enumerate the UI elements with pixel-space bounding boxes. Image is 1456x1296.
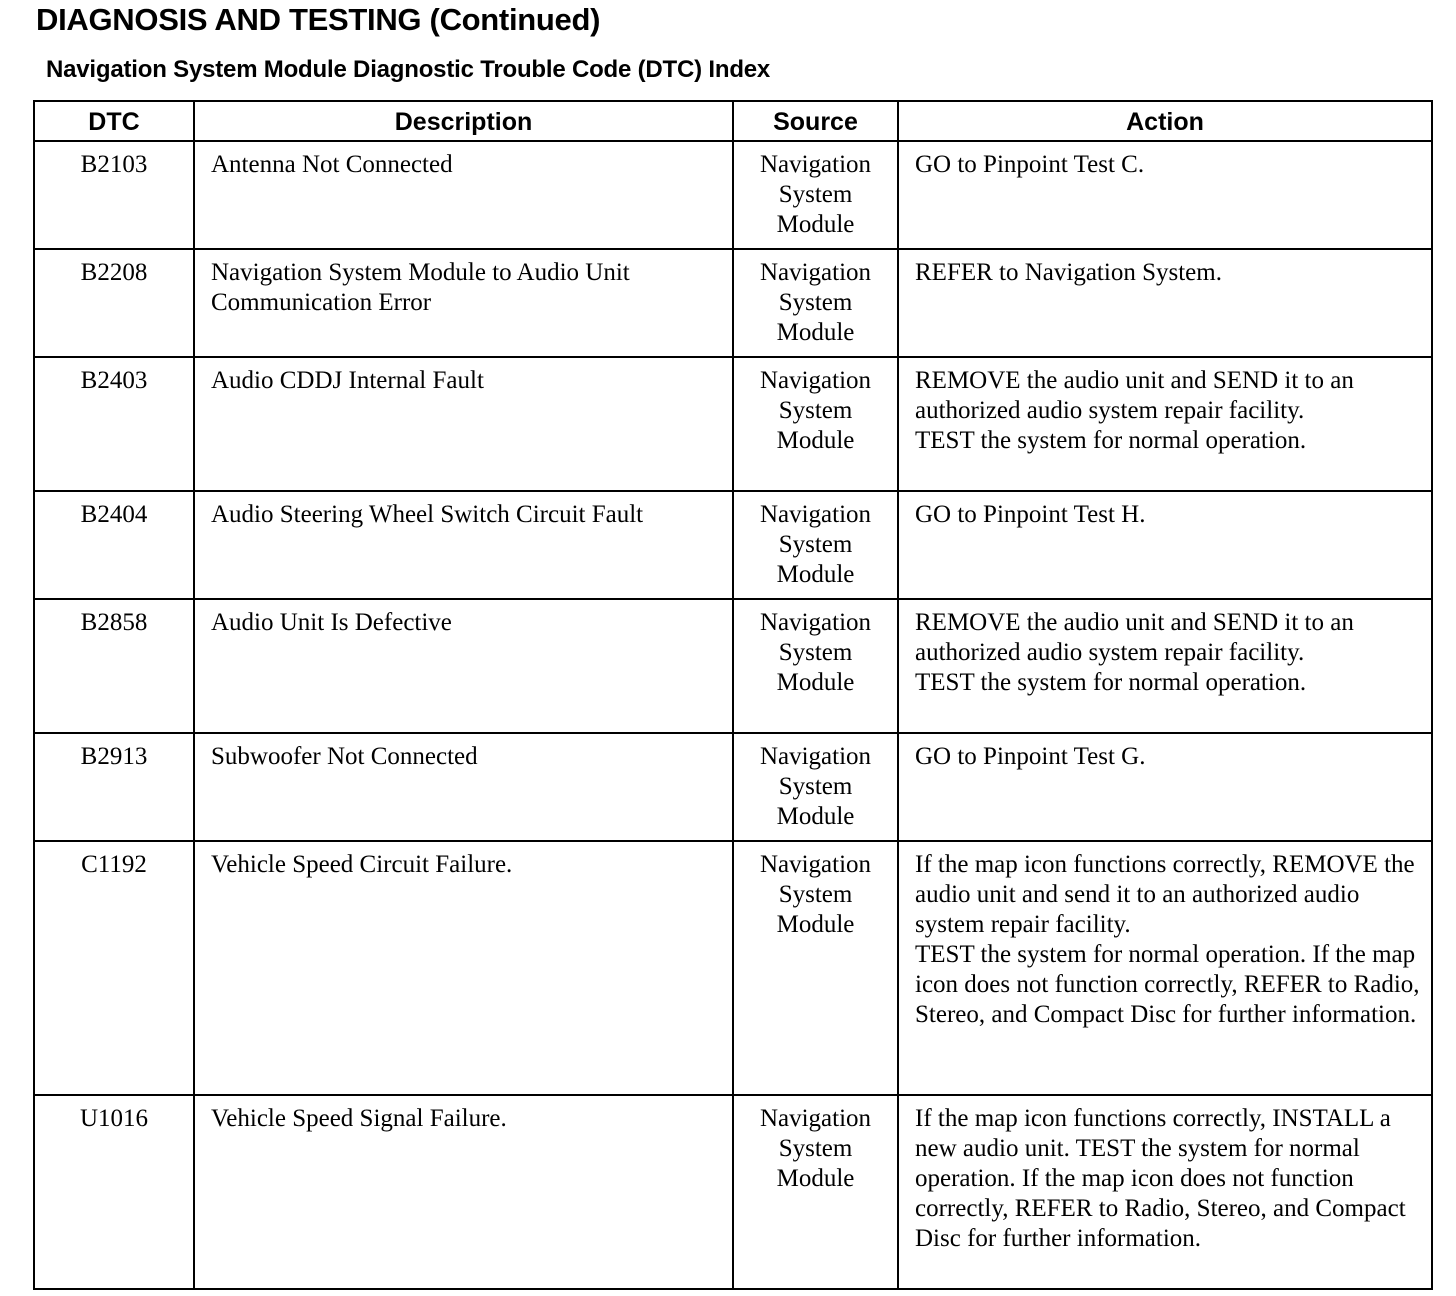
column-header-action: Action: [898, 101, 1432, 141]
source-line: Navigation: [759, 367, 872, 394]
dtc-description: Subwoofer Not Connected: [194, 733, 733, 841]
column-header-description: Description: [194, 101, 733, 141]
source-line: System: [778, 397, 853, 424]
dtc-code: B2858: [34, 599, 194, 733]
dtc-description: Antenna Not Connected: [194, 141, 733, 249]
source-line: Module: [776, 319, 855, 346]
source-line: Module: [776, 669, 855, 696]
action-text: REFER to Navigation System.: [915, 259, 1222, 286]
source-line: Navigation: [759, 851, 872, 878]
dtc-action: [898, 491, 1432, 599]
action-text: TEST the system for normal operation.: [915, 427, 1307, 454]
dtc-description: Audio CDDJ Internal Fault: [194, 357, 733, 491]
dtc-code: U1016: [34, 1095, 194, 1289]
source-line: Navigation: [759, 1105, 872, 1132]
dtc-action: [898, 1095, 1432, 1289]
dtc-description: Audio Steering Wheel Switch Circuit Fault: [194, 491, 733, 599]
dtc-source: [733, 491, 898, 599]
action-text: REMOVE the audio unit and SEND it to an authorized audio system repair facility.: [915, 367, 1354, 424]
dtc-action: [898, 841, 1432, 1095]
dtc-code: C1192: [34, 841, 194, 1095]
dtc-description: Navigation System Module to Audio Unit Communication Error: [194, 249, 733, 357]
source-line: System: [778, 1135, 853, 1162]
source-line: Navigation: [759, 609, 872, 636]
action-text: GO to Pinpoint Test H.: [915, 501, 1146, 528]
table-header-row: [34, 101, 1432, 141]
dtc-code: B2913: [34, 733, 194, 841]
dtc-action: [898, 733, 1432, 841]
dtc-source: [733, 249, 898, 357]
dtc-source: [733, 357, 898, 491]
dtc-action: [898, 357, 1432, 491]
dtc-action: [898, 141, 1432, 249]
action-text: If the map icon functions correctly, REMOVE the audio unit and send it to an authorized audio system repair facility.: [915, 851, 1415, 938]
dtc-action: [898, 599, 1432, 733]
table-row: [34, 841, 1432, 1095]
table-row: [34, 141, 1432, 249]
source-line: Module: [776, 803, 855, 830]
source-line: System: [778, 289, 853, 316]
dtc-description: Vehicle Speed Signal Failure.: [194, 1095, 733, 1289]
table-row: [34, 733, 1432, 841]
table-title: Navigation System Module Diagnostic Trouble Code (DTC) Index: [46, 56, 771, 83]
action-text: TEST the system for normal operation.: [915, 669, 1307, 696]
source-line: System: [778, 639, 853, 666]
table-row: [34, 249, 1432, 357]
dtc-code: B2404: [34, 491, 194, 599]
dtc-source: [733, 599, 898, 733]
source-line: Navigation: [759, 743, 872, 770]
action-text: GO to Pinpoint Test C.: [915, 151, 1145, 178]
source-line: Module: [776, 911, 855, 938]
source-line: Module: [776, 211, 855, 238]
action-text: GO to Pinpoint Test G.: [915, 743, 1146, 770]
dtc-index-table: [33, 100, 1433, 1290]
dtc-action: [898, 249, 1432, 357]
source-line: System: [778, 181, 853, 208]
source-line: Module: [776, 1165, 855, 1192]
dtc-source: [733, 841, 898, 1095]
column-header-dtc: DTC: [34, 101, 194, 141]
dtc-source: [733, 1095, 898, 1289]
column-header-source: Source: [733, 101, 898, 141]
dtc-code: B2208: [34, 249, 194, 357]
source-line: Module: [776, 427, 855, 454]
dtc-source: [733, 733, 898, 841]
dtc-code: B2403: [34, 357, 194, 491]
source-line: System: [778, 881, 853, 908]
action-text: TEST the system for normal operation. If the map icon does not function correctly, REFER to Radio, Stereo, and Compact Disc for further information.: [915, 941, 1420, 1028]
source-line: Navigation: [759, 151, 872, 178]
action-text: If the map icon functions correctly, INSTALL a new audio unit. TEST the system for normal operation. If the map icon does not function correctly, REFER to Radio, Stereo, and Compact Disc for further information.: [915, 1105, 1406, 1252]
dtc-description: Vehicle Speed Circuit Failure.: [194, 841, 733, 1095]
dtc-code: B2103: [34, 141, 194, 249]
page-title: DIAGNOSIS AND TESTING (Continued): [36, 2, 601, 37]
table-row: [34, 1095, 1432, 1289]
dtc-source: [733, 141, 898, 249]
source-line: System: [778, 531, 853, 558]
action-text: REMOVE the audio unit and SEND it to an authorized audio system repair facility.: [915, 609, 1354, 666]
source-line: System: [778, 773, 853, 800]
source-line: Navigation: [759, 501, 872, 528]
dtc-description: Audio Unit Is Defective: [194, 599, 733, 733]
table-row: [34, 357, 1432, 491]
source-line: Navigation: [759, 259, 872, 286]
table-row: [34, 491, 1432, 599]
source-line: Module: [776, 561, 855, 588]
table-row: [34, 599, 1432, 733]
